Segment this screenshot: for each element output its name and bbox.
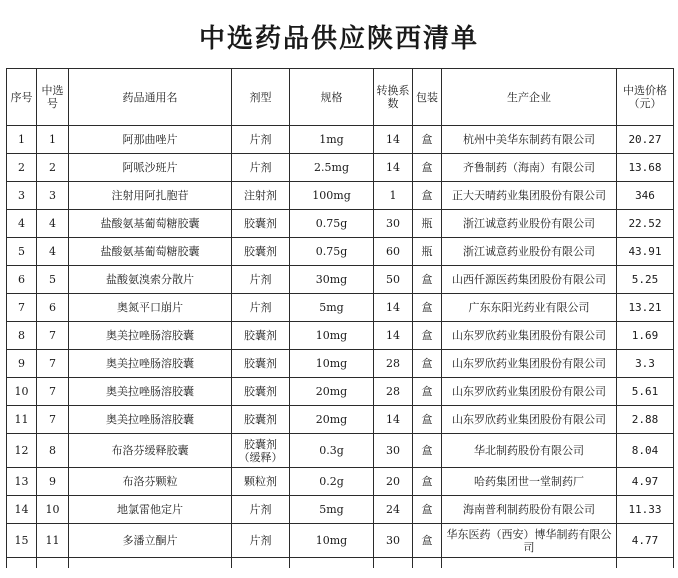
cell-spec: 1mg — [290, 126, 374, 154]
cell-conversion: 14 — [374, 126, 413, 154]
table-row-cut-off — [7, 558, 674, 569]
table-row — [7, 434, 674, 468]
cell-dosage-form: 胶囊剂 — [232, 322, 290, 350]
table-row — [7, 406, 674, 434]
cell-conversion: 14 — [374, 322, 413, 350]
header-selected-no: 中选号 — [37, 69, 69, 126]
cell-drug-name: 奥美拉唑肠溶胶囊 — [69, 406, 232, 434]
cell-drug-name: 布洛芬缓释胶囊 — [69, 434, 232, 468]
cell-seq: 12 — [7, 434, 37, 468]
cell-conversion: 30 — [374, 524, 413, 558]
cell-price: 346 — [617, 182, 674, 210]
table-row — [7, 322, 674, 350]
cell-drug-name: 奥美拉唑肠溶胶囊 — [69, 378, 232, 406]
cell-price: 20.27 — [617, 126, 674, 154]
cell-drug-name: 地氯雷他定片 — [69, 496, 232, 524]
cell-conversion: 60 — [374, 238, 413, 266]
cell-spec: 10mg — [290, 322, 374, 350]
header-price: 中选价格（元） — [617, 69, 674, 126]
cell-drug-name: 奥美拉唑肠溶胶囊 — [69, 322, 232, 350]
cell-dosage-form: 片剂 — [232, 154, 290, 182]
cell-drug-name: 多潘立酮片 — [69, 524, 232, 558]
cell-empty — [232, 558, 290, 569]
cell-package: 瓶 — [413, 210, 442, 238]
cell-conversion: 30 — [374, 210, 413, 238]
cell-manufacturer: 华北制药股份有限公司 — [442, 434, 617, 468]
header-drug-name: 药品通用名 — [69, 69, 232, 126]
cell-package: 盒 — [413, 468, 442, 496]
cell-selected-no: 4 — [37, 210, 69, 238]
cell-price: 22.52 — [617, 210, 674, 238]
table-row — [7, 210, 674, 238]
cell-drug-name: 注射用阿扎胞苷 — [69, 182, 232, 210]
cell-price: 4.77 — [617, 524, 674, 558]
cell-seq: 11 — [7, 406, 37, 434]
cell-manufacturer: 正大天晴药业集团股份有限公司 — [442, 182, 617, 210]
cell-package: 盒 — [413, 350, 442, 378]
cell-manufacturer: 山西仟源医药集团股份有限公司 — [442, 266, 617, 294]
cell-spec: 20mg — [290, 378, 374, 406]
table-row — [7, 350, 674, 378]
cell-drug-name: 盐酸氨溴索分散片 — [69, 266, 232, 294]
table-row — [7, 266, 674, 294]
cell-package: 盒 — [413, 496, 442, 524]
cell-seq: 15 — [7, 524, 37, 558]
cell-spec: 5mg — [290, 294, 374, 322]
cell-manufacturer: 山东罗欣药业集团股份有限公司 — [442, 322, 617, 350]
cell-manufacturer: 山东罗欣药业集团股份有限公司 — [442, 378, 617, 406]
cell-package: 盒 — [413, 182, 442, 210]
cell-conversion: 28 — [374, 378, 413, 406]
cell-price: 3.3 — [617, 350, 674, 378]
cell-spec: 0.75g — [290, 210, 374, 238]
cell-manufacturer: 海南普利制药股份有限公司 — [442, 496, 617, 524]
header-seq: 序号 — [7, 69, 37, 126]
cell-conversion: 24 — [374, 496, 413, 524]
table-row — [7, 468, 674, 496]
cell-seq: 7 — [7, 294, 37, 322]
cell-conversion: 50 — [374, 266, 413, 294]
cell-empty — [374, 558, 413, 569]
cell-conversion: 14 — [374, 406, 413, 434]
cell-price: 5.61 — [617, 378, 674, 406]
cell-selected-no: 4 — [37, 238, 69, 266]
cell-empty — [617, 558, 674, 569]
cell-package: 盒 — [413, 126, 442, 154]
cell-price: 43.91 — [617, 238, 674, 266]
cell-drug-name: 奥氮平口崩片 — [69, 294, 232, 322]
drug-supply-table — [6, 68, 674, 568]
cell-drug-name: 奥美拉唑肠溶胶囊 — [69, 350, 232, 378]
header-package: 包装 — [413, 69, 442, 126]
cell-price: 5.25 — [617, 266, 674, 294]
cell-conversion: 30 — [374, 434, 413, 468]
cell-dosage-form: 胶囊剂 — [232, 210, 290, 238]
cell-empty — [442, 558, 617, 569]
cell-spec: 10mg — [290, 350, 374, 378]
cell-price: 13.68 — [617, 154, 674, 182]
cell-conversion: 28 — [374, 350, 413, 378]
cell-empty — [37, 558, 69, 569]
cell-selected-no: 11 — [37, 524, 69, 558]
cell-selected-no: 7 — [37, 378, 69, 406]
cell-drug-name: 阿那曲唑片 — [69, 126, 232, 154]
cell-dosage-form: 片剂 — [232, 496, 290, 524]
cell-seq: 1 — [7, 126, 37, 154]
cell-package: 盒 — [413, 266, 442, 294]
header-manufacturer: 生产企业 — [442, 69, 617, 126]
cell-seq: 13 — [7, 468, 37, 496]
cell-package: 盒 — [413, 322, 442, 350]
table-body — [7, 126, 674, 569]
cell-price: 8.04 — [617, 434, 674, 468]
cell-selected-no: 2 — [37, 154, 69, 182]
cell-manufacturer: 华东医药（西安）博华制药有限公司 — [442, 524, 617, 558]
cell-manufacturer: 广东东阳光药业有限公司 — [442, 294, 617, 322]
cell-empty — [69, 558, 232, 569]
cell-package: 盒 — [413, 154, 442, 182]
cell-spec: 20mg — [290, 406, 374, 434]
table-row — [7, 496, 674, 524]
cell-selected-no: 8 — [37, 434, 69, 468]
cell-empty — [7, 558, 37, 569]
cell-spec: 0.2g — [290, 468, 374, 496]
cell-package: 盒 — [413, 378, 442, 406]
cell-conversion: 20 — [374, 468, 413, 496]
cell-seq: 6 — [7, 266, 37, 294]
cell-seq: 2 — [7, 154, 37, 182]
cell-manufacturer: 齐鲁制药（海南）有限公司 — [442, 154, 617, 182]
cell-selected-no: 9 — [37, 468, 69, 496]
cell-drug-name: 盐酸氨基葡萄糖胶囊 — [69, 238, 232, 266]
cell-dosage-form: 胶囊剂 — [232, 406, 290, 434]
cell-selected-no: 1 — [37, 126, 69, 154]
document-title: 中选药品供应陕西清单 — [198, 24, 479, 54]
cell-conversion: 14 — [374, 154, 413, 182]
cell-dosage-form: 片剂 — [232, 126, 290, 154]
table-row — [7, 294, 674, 322]
cell-manufacturer: 杭州中美华东制药有限公司 — [442, 126, 617, 154]
cell-selected-no: 7 — [37, 322, 69, 350]
cell-spec: 2.5mg — [290, 154, 374, 182]
cell-seq: 14 — [7, 496, 37, 524]
cell-manufacturer: 浙江诚意药业股份有限公司 — [442, 210, 617, 238]
cell-price: 4.97 — [617, 468, 674, 496]
cell-dosage-form: 注射剂 — [232, 182, 290, 210]
cell-spec: 10mg — [290, 524, 374, 558]
cell-spec: 30mg — [290, 266, 374, 294]
cell-price: 11.33 — [617, 496, 674, 524]
cell-dosage-form: 胶囊剂 — [232, 238, 290, 266]
cell-conversion: 14 — [374, 294, 413, 322]
cell-dosage-form: 胶囊剂 — [232, 378, 290, 406]
cell-package: 盒 — [413, 294, 442, 322]
cell-dosage-form: 片剂 — [232, 266, 290, 294]
cell-seq: 9 — [7, 350, 37, 378]
cell-seq: 5 — [7, 238, 37, 266]
cell-manufacturer: 山东罗欣药业集团股份有限公司 — [442, 350, 617, 378]
cell-conversion: 1 — [374, 182, 413, 210]
cell-selected-no: 5 — [37, 266, 69, 294]
cell-package: 盒 — [413, 524, 442, 558]
cell-spec: 5mg — [290, 496, 374, 524]
cell-drug-name: 阿哌沙班片 — [69, 154, 232, 182]
cell-selected-no: 7 — [37, 350, 69, 378]
cell-selected-no: 6 — [37, 294, 69, 322]
cell-price: 1.69 — [617, 322, 674, 350]
table-row — [7, 378, 674, 406]
cell-selected-no: 3 — [37, 182, 69, 210]
cell-dosage-form: 片剂 — [232, 524, 290, 558]
table-row — [7, 524, 674, 558]
cell-dosage-form: 片剂 — [232, 294, 290, 322]
cell-seq: 8 — [7, 322, 37, 350]
cell-manufacturer: 哈药集团世一堂制药厂 — [442, 468, 617, 496]
cell-drug-name: 盐酸氨基葡萄糖胶囊 — [69, 210, 232, 238]
cell-manufacturer: 山东罗欣药业集团股份有限公司 — [442, 406, 617, 434]
header-dosage-form: 剂型 — [232, 69, 290, 126]
table-row — [7, 238, 674, 266]
table-row — [7, 154, 674, 182]
cell-seq: 4 — [7, 210, 37, 238]
cell-selected-no: 7 — [37, 406, 69, 434]
cell-spec: 0.75g — [290, 238, 374, 266]
cell-selected-no: 10 — [37, 496, 69, 524]
cell-drug-name: 布洛芬颗粒 — [69, 468, 232, 496]
cell-manufacturer: 浙江诚意药业股份有限公司 — [442, 238, 617, 266]
header-conversion: 转换系数 — [374, 69, 413, 126]
cell-price: 2.88 — [617, 406, 674, 434]
cell-dosage-form: 颗粒剂 — [232, 468, 290, 496]
header-spec: 规格 — [290, 69, 374, 126]
cell-spec: 100mg — [290, 182, 374, 210]
cell-seq: 10 — [7, 378, 37, 406]
table-header-row — [7, 69, 674, 126]
cell-spec: 0.3g — [290, 434, 374, 468]
cell-dosage-form: 胶囊剂（缓释） — [232, 434, 290, 468]
cell-package: 盒 — [413, 406, 442, 434]
cell-dosage-form: 胶囊剂 — [232, 350, 290, 378]
cell-seq: 3 — [7, 182, 37, 210]
cell-package: 盒 — [413, 434, 442, 468]
cell-empty — [290, 558, 374, 569]
cell-package: 瓶 — [413, 238, 442, 266]
table-row — [7, 182, 674, 210]
cell-price: 13.21 — [617, 294, 674, 322]
table-row — [7, 126, 674, 154]
cell-empty — [413, 558, 442, 569]
